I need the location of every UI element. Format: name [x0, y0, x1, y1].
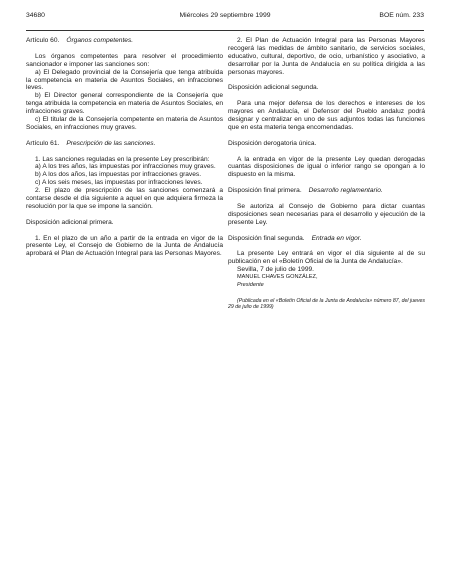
header-rule	[26, 30, 424, 31]
repeal-provision-heading: Disposición derogatoria única.	[228, 139, 317, 147]
signatory-name: MANUEL CHAVES GONZÁLEZ,	[237, 274, 318, 281]
page-number: 34680	[26, 12, 45, 19]
page-header	[26, 12, 424, 24]
signatory-role: Presidente	[237, 281, 264, 288]
final-provision-2-title: Entrada en vigor.	[311, 234, 362, 242]
article-60-intro: Los órganos competentes para resolver el procedimiento sancionador e imponer las sanciones son:	[26, 52, 223, 68]
article-60-item-b: b) El Director general correspondiente de la Consejería que tenga atribuida la competencia en materia de Asuntos Sociales, en infracciones graves.	[26, 92, 223, 116]
article-61-para-2: 2. El plazo de prescripción de las sanciones comenzará a contarse desde el día siguiente a aquel en que adquiera firmeza la resolución por la que se impone la sanción.	[26, 187, 223, 210]
article-61-item-c: c) A los seis meses, las impuestas por infracciones leves.	[35, 179, 203, 187]
final-provision-1-heading	[228, 187, 425, 195]
left-column	[26, 37, 223, 258]
journal-issue: BOE núm. 233	[379, 12, 424, 19]
place-and-date: Sevilla, 7 de julio de 1999.	[237, 266, 314, 274]
additional-provision-1-para-2: 2. El Plan de Actuación Integral para las Personas Mayores recogerá las medidas de ámbito sanitario, de servicios sociales, educativo, cultural, deportivo, de ocio, urbanístico y asociativo, a desarrollar por la Junta de Andalucía en su política dirigida a las personas mayores.	[228, 37, 425, 76]
issue-date: Miércoles 29 septiembre 1999	[179, 12, 271, 19]
final-provision-2-text: La presente Ley entrará en vigor el día siguiente al de su publicación en el «Boletín Oficial de la Junta de Andalucía».	[228, 250, 425, 266]
right-column	[228, 37, 425, 311]
final-provision-1-title: Desarrollo reglamentario.	[308, 187, 383, 195]
final-provision-2-heading	[228, 235, 425, 243]
article-61-number: Artículo 61.	[26, 139, 60, 147]
article-60-title: Órganos competentes.	[66, 37, 134, 44]
additional-provision-2-heading: Disposición adicional segunda.	[228, 84, 319, 92]
article-61-para-1: 1. Las sanciones reguladas en la presente Ley prescribirán:	[35, 155, 210, 163]
final-provision-1-text: Se autoriza al Consejo de Gobierno para dictar cuantas disposiciones sean necesarias para el desarrollo y ejecución de la presente Ley.	[228, 202, 425, 226]
article-61-item-a: a) A los tres años, las impuestas por infracciones muy graves.	[35, 163, 216, 171]
article-61-title: Prescripción de las sanciones.	[66, 139, 156, 147]
final-provision-2-number: Disposición final segunda.	[228, 234, 305, 242]
publication-note: (Publicada en el «Boletín Oficial de la Junta de Andalucía» número 87, del jueves 29 de julio de 1999)	[228, 297, 425, 311]
additional-provision-1-para-1: 1. En el plazo de un año a partir de la entrada en vigor de la presente Ley, el Consejo de Gobierno de la Junta de Andalucía aprobará el Plan de Actuación Integral para las Personas Mayores.	[26, 234, 223, 258]
final-provision-1-number: Disposición final primera.	[228, 187, 302, 195]
article-60-number: Artículo 60.	[26, 37, 60, 44]
additional-provision-2-text: Para una mejor defensa de los derechos e intereses de los mayores en Andalucía, el Defensor del Pueblo andaluz podrá designar y centralizar en uno de sus adjuntos todas las funciones que en esta materia tenga encomendadas.	[228, 100, 425, 131]
repeal-provision-text: A la entrada en vigor de la presente Ley quedan derogadas cuantas disposiciones de igual o inferior rango se opongan a lo dispuesto en la misma.	[228, 155, 425, 179]
article-60-item-c: c) El titular de la Consejería competente en materia de Asuntos Sociales, en infracciones muy graves.	[26, 116, 223, 131]
article-61-item-b: b) A los dos años, las impuestas por infracciones graves.	[35, 171, 202, 179]
article-60-heading	[26, 37, 223, 45]
article-61-heading	[26, 140, 223, 148]
additional-provision-1-heading: Disposición adicional primera.	[26, 218, 114, 226]
article-60-item-a: a) El Delegado provincial de la Consejería que tenga atribuida la competencia en materia de Asuntos Sociales, en infracciones leves.	[26, 68, 223, 92]
